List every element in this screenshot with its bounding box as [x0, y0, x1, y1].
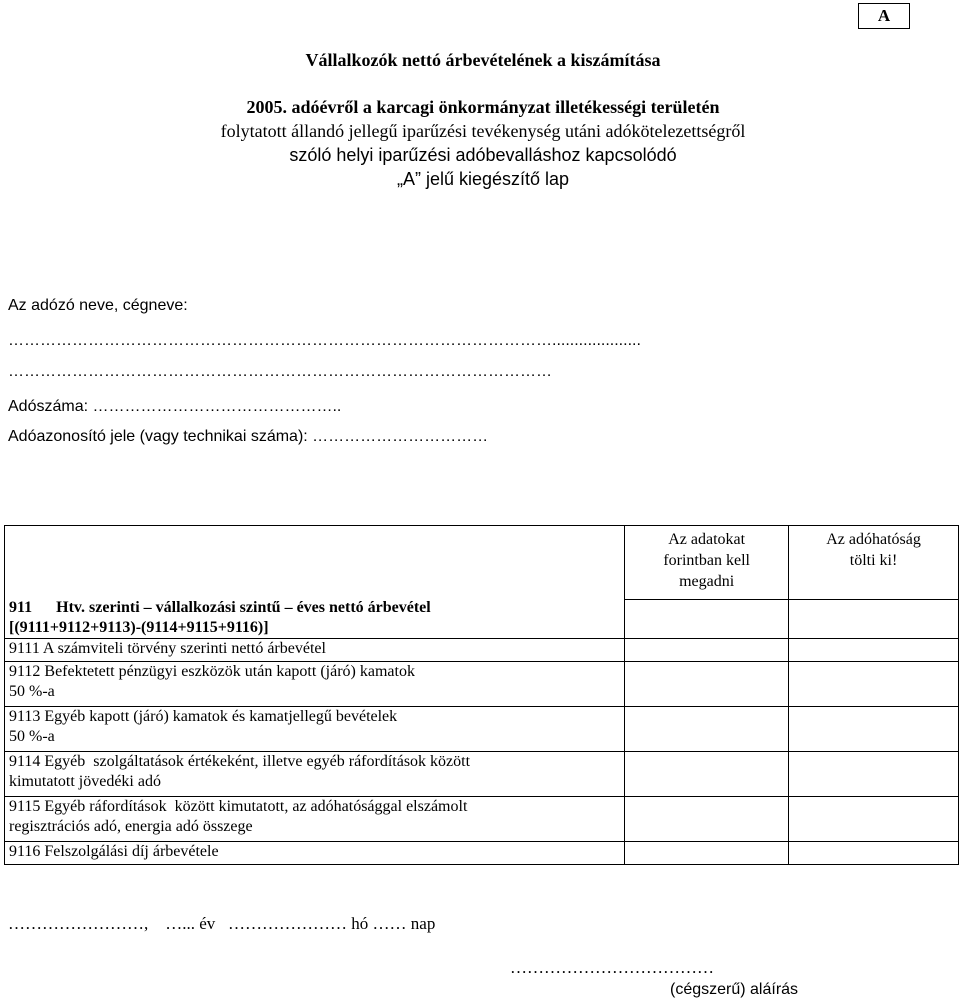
authority-cell-911 — [789, 600, 959, 639]
revenue-table — [4, 525, 959, 865]
row-label-cell — [5, 842, 625, 865]
row-9115-label-cont: regisztrációs adó, energia adó összege — [9, 818, 253, 835]
row-9116-label: 9116 Felszolgálási díj árbevétele — [9, 843, 219, 860]
row-9113-label: 9113 Egyéb kapott (járó) kamatok és kamatjellegű bevételek — [9, 708, 398, 725]
header-amount-column — [625, 526, 789, 600]
tax-id-field[interactable]: Adóazonosító jele (vagy technikai száma): …………………………… — [8, 428, 489, 445]
table-row — [5, 526, 959, 600]
table-row — [5, 707, 959, 752]
tax-number-field[interactable]: Adószáma: ……………………………………….. — [8, 398, 342, 415]
table-row — [5, 639, 959, 662]
table-row — [5, 752, 959, 797]
subtitle-line-3: szóló helyi iparűzési adóbevalláshoz kapcsolódó — [289, 145, 677, 165]
row-9113-label-cont: 50 %-a — [9, 728, 55, 745]
row-911-line-1: 911 Htv. szerinti – vállalkozási szintű – éves nettó árbevétel — [9, 599, 431, 616]
amount-cell-9115[interactable] — [625, 797, 789, 842]
row-9114-label: 9114 Egyéb szolgáltatások értékeként, illetve egyéb ráfordítások között — [9, 753, 471, 770]
amount-cell-9111[interactable] — [625, 639, 789, 662]
row-9115-label: 9115 Egyéb ráfordítások között kimutatott, az adóhatósággal elszámolt — [9, 798, 468, 815]
table-row — [5, 842, 959, 865]
table-row — [5, 797, 959, 842]
authority-cell-9111 — [789, 639, 959, 662]
subtitle-line-1: 2005. adóévről a karcagi önkormányzat illetékességi területén — [246, 97, 720, 117]
amount-cell-911[interactable] — [625, 600, 789, 639]
header-authority-column — [789, 526, 959, 600]
taxpayer-name-label: Az adózó neve, cégneve: — [8, 297, 188, 314]
row-label-cell — [5, 707, 625, 752]
header-amount-text: forintban kell — [663, 552, 750, 569]
row-9112-label: 9112 Befektetett pénzügyi eszközök után kapott (járó) kamatok — [9, 663, 415, 680]
row-9114-label-cont: kimutatott jövedéki adó — [9, 773, 161, 790]
row-label-cell — [5, 752, 625, 797]
row-label-cell — [5, 639, 625, 662]
amount-cell-9116[interactable] — [625, 842, 789, 865]
header-amount-text: Az adatokat — [668, 531, 746, 548]
table-row — [5, 662, 959, 707]
amount-cell-9112[interactable] — [625, 662, 789, 707]
subtitle-line-4: „A” jelű kiegészítő lap — [396, 169, 570, 189]
row-label-cell — [5, 797, 625, 842]
authority-cell-9112 — [789, 662, 959, 707]
page-title: Vállalkozók nettó árbevételének a kiszámítása — [305, 50, 661, 70]
row-911-line-2: [(9111+9112+9113)-(9114+9115+9116)] — [9, 619, 269, 636]
header-authority-text: Az adóhatóság — [826, 531, 921, 548]
row-9111-label: 9111 A számviteli törvény szerinti nettó árbevétel — [9, 640, 326, 657]
row-9112-label-cont: 50 %-a — [9, 683, 55, 700]
authority-cell-9113 — [789, 707, 959, 752]
amount-cell-9114[interactable] — [625, 752, 789, 797]
amount-cell-9113[interactable] — [625, 707, 789, 752]
header-authority-text: tölti ki! — [849, 552, 898, 569]
taxpayer-name-field-line-2[interactable]: ………………………………………………………………………………………… — [8, 363, 552, 380]
date-line[interactable]: ……………………, …... év ………………… hó …… nap — [8, 914, 436, 933]
row-911-cell — [5, 526, 625, 639]
signature-label: (cégszerű) aláírás — [670, 981, 799, 998]
authority-cell-9114 — [789, 752, 959, 797]
signature-dots: ……………………………… — [510, 958, 714, 977]
taxpayer-name-field-line-1[interactable]: ………………………………………………………………………………………….................... — [8, 332, 641, 349]
authority-cell-9115 — [789, 797, 959, 842]
form-letter-box: A — [858, 3, 910, 29]
subtitle-line-2: folytatott állandó jellegű iparűzési tevékenység utáni adókötelezettségről — [220, 121, 746, 141]
row-label-cell — [5, 662, 625, 707]
authority-cell-9116 — [789, 842, 959, 865]
subtitle-block — [0, 95, 960, 191]
header-amount-text: megadni — [679, 573, 735, 590]
